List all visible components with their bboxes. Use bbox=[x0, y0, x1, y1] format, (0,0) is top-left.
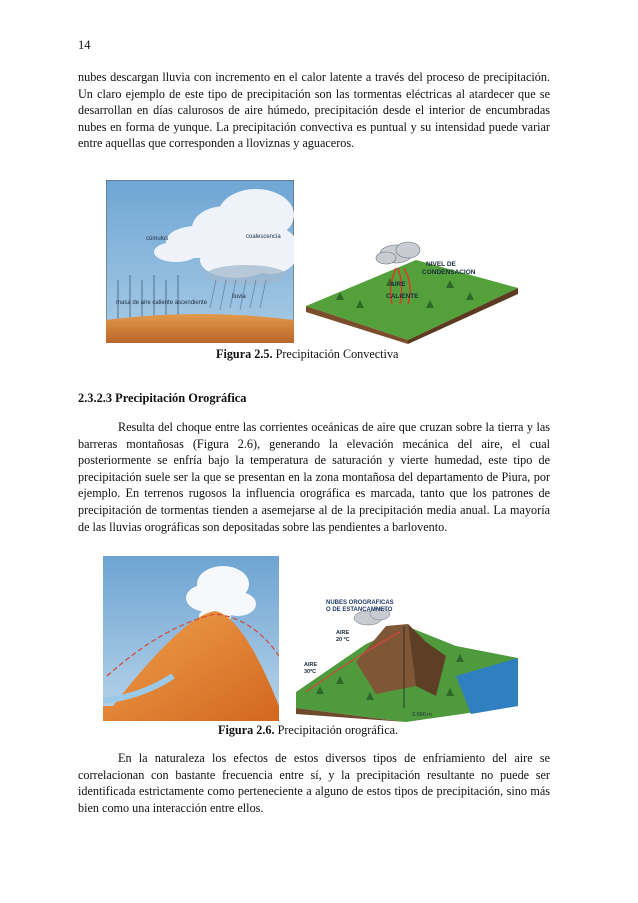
convective-photo-svg bbox=[106, 180, 294, 343]
label-temp-2: 30ºC bbox=[304, 669, 317, 675]
orographic-photo-svg bbox=[103, 556, 279, 721]
label-air-2: AIRE bbox=[304, 662, 318, 668]
label-cumulus: cúmulos bbox=[146, 236, 169, 242]
label-rain: lluvia bbox=[232, 294, 246, 300]
label-air-1: AIRE bbox=[336, 630, 350, 636]
page-number: 14 bbox=[78, 38, 91, 52]
label-level: NIVEL DE bbox=[426, 261, 456, 268]
figure-2-5-caption bbox=[216, 347, 398, 362]
orographic-photo bbox=[103, 556, 279, 721]
section-heading: 2.3.2.3 Precipitación Orográfica bbox=[78, 391, 247, 405]
label-coalescence: coalescencia bbox=[246, 234, 281, 240]
label-temp-1: 20 ºC bbox=[336, 637, 350, 643]
caption-text-2-6: Precipitación orográfica. bbox=[274, 723, 399, 737]
paragraph-1: nubes descargan lluvia con incremento en el calor latente a través del proceso de precipitación. Un claro ejemplo de este tipo de precipitación son las tormentas eléctricas al atardecer que se desarrollan en días calurosos de aire húmedo, precipitación desde el interior de encumbradas nubes en forma de yunque. La precipitación convectiva es puntual y su intensidad puede variar entre aquellas que corresponden a lloviznas y aguaceros. bbox=[78, 70, 550, 151]
label-air-mass: masa de aire caliente ascendiente bbox=[116, 300, 208, 306]
label-condensation: CONDENSACION bbox=[422, 269, 476, 276]
paragraph-2: Resulta del choque entre las corrientes oceánicas de aire que cruzan sobre la tierra y las barreras montañosas (Figura 2.6), generando la elevación mecánica del aire, el cual posteriormente se enfría bajo la temperatura de saturación y vierte humedad, este tipo de precipitación suele ser la que se presentan en la zona montañosa del departamento de Piura, por ejemplo. En terrenos rugosos la influencia orográfica es marcada, tanto que los patrones de precipitación de tormentas tienden a asemejarse al de la precipitación media anual. La mayoría de las lluvias orográficas son depositadas sobre las pendientes a barlovento. bbox=[78, 420, 550, 534]
convective-diagram bbox=[296, 238, 522, 344]
label-hot: CALIENTE bbox=[386, 293, 419, 300]
caption-text: Precipitación Convectiva bbox=[272, 347, 399, 361]
label-orographic-clouds: NUBES OROGRAFICAS bbox=[326, 600, 394, 606]
caption-label: Figura 2.5. bbox=[216, 347, 273, 361]
convective-diagram-svg bbox=[296, 238, 522, 344]
caption-label-2-6: Figura 2.6. bbox=[218, 723, 275, 737]
paragraph-3: En la naturaleza los efectos de estos diversos tipos de enfriamiento del aire se correlacionan con bastante frecuencia entre sí, y la precipitación resultante no puede ser identificada estrictamente como perteneciente a alguno de estos tipos de precipitación, sino más bien como una interacción entre ellos. bbox=[78, 751, 550, 815]
label-height: 2.000 m bbox=[412, 712, 432, 718]
orographic-diagram-svg bbox=[296, 596, 520, 722]
figure-2-6-caption bbox=[218, 723, 398, 738]
label-stagnation: O DE ESTANCAMNETO bbox=[326, 607, 393, 613]
orographic-diagram bbox=[296, 596, 520, 722]
label-air: AIRE bbox=[390, 281, 406, 288]
convective-photo bbox=[106, 180, 294, 343]
